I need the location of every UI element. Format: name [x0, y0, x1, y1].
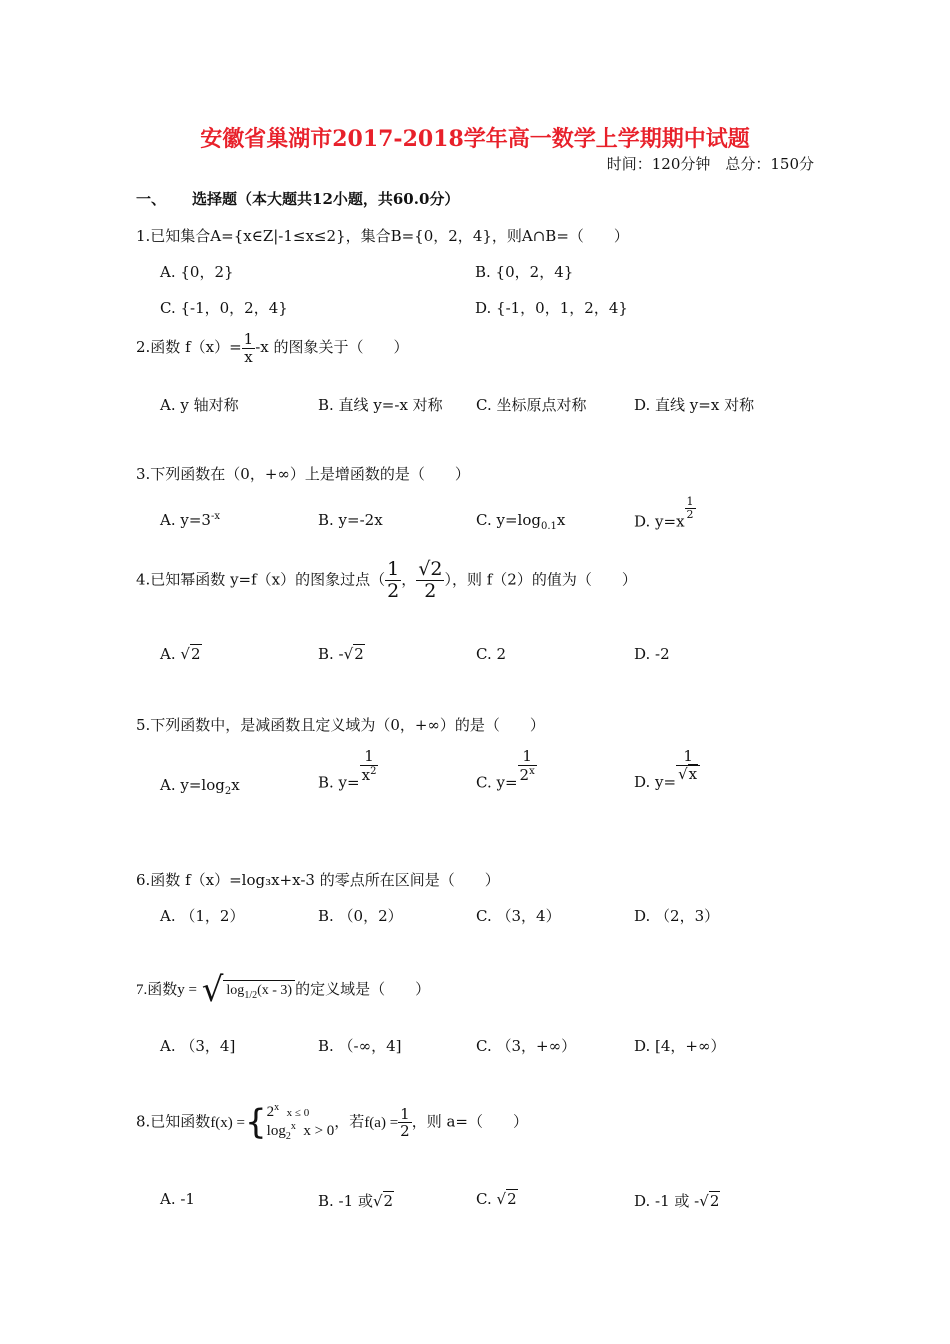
- document-title: 安徽省巢湖市2017-2018学年高一数学上学期期中试题: [200, 126, 750, 152]
- q8-b-radicand: 2: [383, 1192, 394, 1210]
- q8-c-radicand: 2: [507, 1190, 517, 1208]
- q5-c-num: 1: [518, 748, 537, 766]
- q4-b-radicand: 2: [354, 645, 364, 663]
- q5-b-fraction: [360, 748, 379, 783]
- q4-frac2-den: 2: [424, 579, 437, 602]
- q7-stem-suffix: 的定义域是（ ）: [295, 980, 431, 998]
- q5-c-label: C. y=: [476, 773, 518, 792]
- q7-sqrt: √ $\log_{1/2}(x - 3)$: [202, 970, 295, 1010]
- q8-fx: f(x) =: [210, 1114, 246, 1131]
- question-3-stem: 3.下列函数在（0，+∞）上是增函数的是（ ）: [136, 465, 470, 483]
- q8-frac-den: 2: [400, 1122, 410, 1140]
- question-2-stem: [136, 331, 409, 365]
- q4-option-a: [160, 645, 202, 663]
- q7-log: log: [226, 983, 245, 999]
- q5-d-den: [676, 766, 700, 783]
- q8-mid: ，若: [334, 1112, 365, 1131]
- q8-option-b: [318, 1190, 394, 1211]
- q3-option-a: [160, 511, 220, 529]
- q4-frac2-num: √2: [418, 558, 443, 580]
- q4-frac1-den: 2: [387, 579, 400, 602]
- q3-a-base: A. y=3: [160, 511, 211, 529]
- q5-b-exp: 2: [370, 765, 377, 777]
- q4-b-sqrt: √2: [343, 645, 364, 663]
- q2-option-a: A. y 轴对称: [160, 396, 239, 414]
- section-text: 选择题（本大题共12小题，共60.0分）: [192, 190, 460, 208]
- q8-piecewise: [267, 1102, 335, 1143]
- question-4-stem: [136, 559, 637, 602]
- q8-piece-1-expr: 2: [266, 1104, 275, 1120]
- q1-option-a: A. {0，2}: [160, 263, 234, 281]
- q5-d-num: 1: [676, 748, 700, 766]
- q4-option-c: C. 2: [476, 645, 507, 663]
- q5-b-label: B. y=: [318, 773, 360, 792]
- q3-option-c: [476, 511, 565, 532]
- q3-d-exp-num: 1: [686, 495, 694, 508]
- q3-c-base: 0.1: [540, 521, 557, 532]
- q3-c-arg: x: [556, 511, 566, 529]
- q6-option-b: B. （0，2）: [318, 907, 403, 925]
- question-8-stem: [136, 1102, 528, 1143]
- q5-c-den-wrap: [518, 766, 537, 784]
- q5-b-den: x: [361, 765, 371, 784]
- q8-d-sqrt: √2: [699, 1192, 720, 1210]
- question-7-stem: [136, 970, 430, 1010]
- q8-piece-2: [267, 1121, 335, 1143]
- q1-option-b: B. {0，2，4}: [475, 263, 574, 281]
- q5-option-c: [476, 748, 537, 792]
- question-6-stem: 6.函数 f（x）=log₃x+x-3 的零点所在区间是（ ）: [136, 871, 500, 889]
- q4-a-radicand: 2: [190, 645, 201, 663]
- q8-stem-suffix: ，则 a=（ ）: [411, 1112, 528, 1131]
- q2-numerator: 1: [243, 330, 254, 348]
- q8-d-radicand: 2: [709, 1192, 720, 1210]
- q5-c-den: 2: [519, 765, 530, 784]
- section-number: 一、: [136, 190, 167, 208]
- q3-c-log: C. y=log: [476, 511, 541, 529]
- q5-a-log: A. y=log: [160, 776, 225, 794]
- q2-option-d: D. 直线 y=x 对称: [634, 396, 755, 414]
- q8-b-label: B. -1 或: [318, 1192, 373, 1210]
- q2-denominator: x: [244, 347, 253, 366]
- q6-option-a: A. （1，2）: [160, 907, 245, 925]
- q3-option-d: [634, 496, 696, 531]
- q5-a-base: 2: [224, 786, 232, 797]
- q7-arg: (x - 3): [257, 983, 293, 999]
- q8-piece-2-arg: x: [290, 1121, 296, 1132]
- q6-option-d: D. （2，3）: [634, 907, 720, 925]
- q5-a-arg: x: [231, 776, 240, 794]
- q5-b-den-wrap: [360, 766, 379, 784]
- q5-option-d: [634, 748, 700, 791]
- q2-fraction: [242, 331, 256, 365]
- q3-a-exponent: -x: [210, 511, 220, 522]
- q1-option-c: C. {-1，0，2，4}: [160, 299, 288, 317]
- q8-piece-1-cond: x ≤ 0: [286, 1107, 310, 1119]
- q7-option-d: D. [4，+∞）: [634, 1037, 726, 1055]
- q7-option-c: C. （3，+∞）: [476, 1037, 577, 1055]
- q3-option-b: B. y=-2x: [318, 511, 383, 529]
- q2-stem-suffix: -x 的图象关于（ ）: [255, 338, 409, 356]
- q2-stem-prefix: 2.函数 f（x）=: [136, 338, 242, 356]
- q6-option-c: C. （3，4）: [476, 907, 561, 925]
- q5-d-radicand: x: [688, 764, 698, 783]
- q8-option-d: [634, 1190, 720, 1211]
- q8-fa: f(a) =: [364, 1114, 399, 1131]
- q8-c-sqrt: √2: [496, 1190, 517, 1208]
- q8-piece-2-base: 2: [285, 1131, 291, 1142]
- q8-frac-num: 1: [400, 1104, 410, 1123]
- q5-c-fraction: [518, 748, 537, 783]
- q3-d-exponent: [685, 496, 696, 521]
- q5-b-num: 1: [360, 748, 379, 766]
- section-heading: [136, 188, 459, 209]
- q4-fraction-2: [416, 559, 444, 602]
- q4-b-label: B. -: [318, 645, 344, 663]
- q8-option-a: A. -1: [160, 1190, 195, 1208]
- q8-stem-prefix: 8.已知函数: [136, 1112, 211, 1131]
- q5-c-exp: x: [529, 765, 535, 777]
- q4-fraction-1: [385, 559, 401, 602]
- q4-option-b: [318, 645, 365, 663]
- q4-stem-suffix: ），则 f（2）的值为（ ）: [444, 570, 637, 589]
- question-1-stem: 1.已知集合A={x∈Z|-1≤x≤2}，集合B={0，2，4}，则A∩B=（ ）: [136, 227, 629, 245]
- q5-d-sqrt: √x: [678, 764, 698, 783]
- q3-d-base: D. y=x: [634, 512, 685, 531]
- q4-frac1-num: 1: [387, 558, 400, 580]
- q8-fraction: [398, 1106, 412, 1140]
- q1-option-d: D. {-1，0，1，2，4}: [475, 299, 628, 317]
- q8-d-label: D. -1 或 -: [634, 1192, 700, 1210]
- q8-piece-1-exp: x: [274, 1102, 280, 1113]
- q5-option-a: [160, 776, 240, 797]
- q4-comma: ，: [401, 570, 417, 589]
- q8-piece-1: [267, 1102, 335, 1121]
- q8-c-label: C.: [476, 1190, 492, 1208]
- q5-d-fraction: [676, 748, 700, 782]
- q5-option-b: [318, 748, 378, 792]
- q8-option-c: [476, 1190, 518, 1208]
- q7-base: 1/2: [244, 989, 258, 1001]
- q4-a-sqrt: √2: [180, 645, 201, 663]
- q2-option-b: B. 直线 y=-x 对称: [318, 396, 443, 414]
- q7-option-a: A. （3，4]: [160, 1037, 236, 1055]
- question-5-stem: 5.下列函数中，是减函数且定义域为（0，+∞）的是（ ）: [136, 716, 545, 734]
- q3-d-exp-den: 2: [686, 508, 694, 522]
- q8-b-sqrt: √2: [372, 1192, 394, 1210]
- q5-d-label: D. y=: [634, 773, 677, 791]
- q8-piece-2-cond: x > 0: [303, 1123, 335, 1139]
- q7-stem-prefix: 7.函数y =: [136, 982, 197, 998]
- exam-time-info: 时间：120分钟 总分：150分: [606, 155, 814, 173]
- q7-radicand: [223, 980, 295, 1004]
- q8-brace: {: [245, 1102, 267, 1143]
- q4-option-d: D. -2: [634, 645, 670, 663]
- q8-piece-2-log: log: [266, 1123, 286, 1139]
- q4-a-label: A.: [160, 645, 176, 663]
- q4-stem-prefix: 4.已知幂函数 y=f（x）的图象过点（: [136, 570, 386, 589]
- q2-option-c: C. 坐标原点对称: [476, 396, 587, 414]
- q7-option-b: B. （-∞，4]: [318, 1037, 402, 1055]
